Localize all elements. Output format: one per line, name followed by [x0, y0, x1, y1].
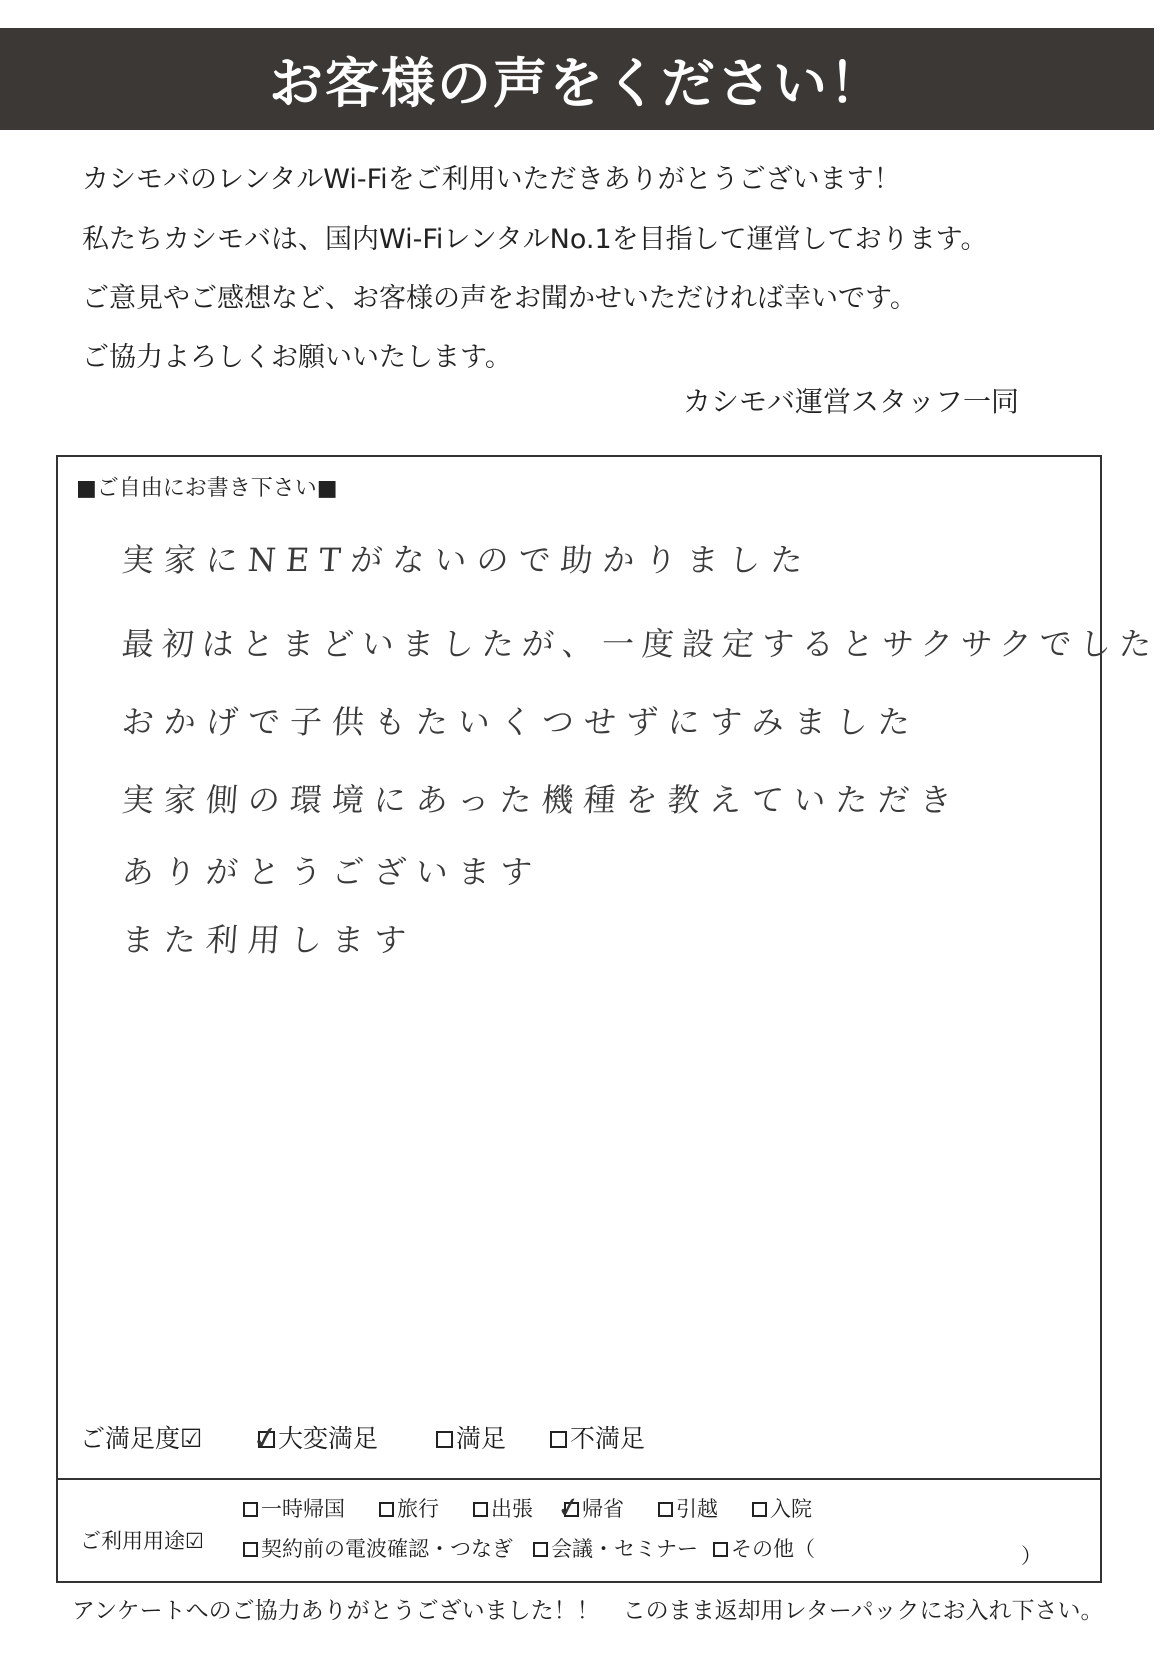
footer-note: アンケートへのご協力ありがとうございました！！ このまま返却用レターパックにお入れ下さい。 [72, 1598, 1104, 1624]
handwritten-line-5: ありがとうございます [120, 853, 544, 891]
usage-label: ご利用用途☑ [80, 1529, 204, 1553]
feedback-form [56, 455, 1161, 1583]
usage-option-business-trip[interactable]: 出張 [473, 1493, 533, 1523]
checkbox[interactable] [752, 1502, 767, 1517]
satisfaction-option-unsatisfied[interactable]: 不満足 [550, 1419, 645, 1455]
check-mark-icon: ✓ [554, 1489, 583, 1526]
checkbox[interactable] [658, 1502, 673, 1517]
usage-option-moving[interactable]: 引越 [658, 1493, 718, 1523]
usage-option-homecoming[interactable]: ✓ 帰省 [554, 1489, 624, 1526]
checkbox[interactable] [436, 1431, 453, 1448]
page-title: お客様の声をください！ [269, 51, 885, 115]
checkbox[interactable] [243, 1542, 258, 1557]
check-mark-icon: ✓ [249, 1417, 282, 1459]
staff-signature: カシモバ運営スタッフ一同 [683, 385, 1020, 418]
checkbox[interactable] [713, 1542, 728, 1557]
satisfaction-label: ご満足度☑ [80, 1424, 203, 1453]
intro-line-4: ご協力よろしくお願いいたします。 [82, 342, 512, 373]
intro-line-3: ご意見やご感想など、お客様の声をお聞かせいただければ幸いです。 [82, 283, 917, 314]
checkbox[interactable] [243, 1502, 258, 1517]
usage-option-signal-check[interactable]: 契約前の電波確認・つなぎ [243, 1533, 513, 1563]
handwritten-line-4: 実家側の環境にあった機種を教えていただき [120, 781, 963, 819]
usage-option-travel[interactable]: 旅行 [379, 1493, 439, 1523]
checkbox[interactable] [533, 1542, 548, 1557]
usage-option-temporary-return[interactable]: 一時帰国 [243, 1493, 345, 1523]
handwritten-line-6: また利用します [120, 921, 418, 959]
handwritten-line-2: 最初はとまどいましたが、一度設定するとサクサクでした [120, 625, 1161, 663]
intro-line-1: カシモバのレンタルWi-Fiをご利用いただきありがとうございます！ [82, 164, 901, 195]
free-comment-label: ■ご自由にお書き下さい■ [76, 476, 338, 501]
handwritten-line-3: おかげで子供もたいくつせずにすみました [120, 703, 922, 741]
checkbox[interactable] [473, 1502, 488, 1517]
satisfaction-row [80, 1417, 1080, 1457]
usage-option-hospital[interactable]: 入院 [752, 1493, 812, 1523]
handwritten-line-1: 実家にNETがないので助かりました [120, 541, 814, 579]
checkbox[interactable] [550, 1431, 567, 1448]
satisfaction-option-very-satisfied[interactable]: ✓ 大変満足 [249, 1417, 379, 1459]
title-banner [0, 28, 1154, 130]
form-divider [58, 1478, 1100, 1480]
intro-line-2: 私たちカシモバは、国内Wi-FiレンタルNo.1を目指して運営しております。 [82, 224, 988, 255]
other-close-paren: ） [1021, 1544, 1042, 1568]
usage-option-other[interactable]: その他（ [713, 1533, 815, 1563]
satisfaction-option-satisfied[interactable]: 満足 [436, 1419, 506, 1455]
checkbox[interactable] [379, 1502, 394, 1517]
checkbox[interactable] [249, 1417, 282, 1459]
usage-option-meeting-seminar[interactable]: 会議・セミナー [533, 1533, 698, 1563]
checkbox[interactable] [554, 1489, 583, 1526]
